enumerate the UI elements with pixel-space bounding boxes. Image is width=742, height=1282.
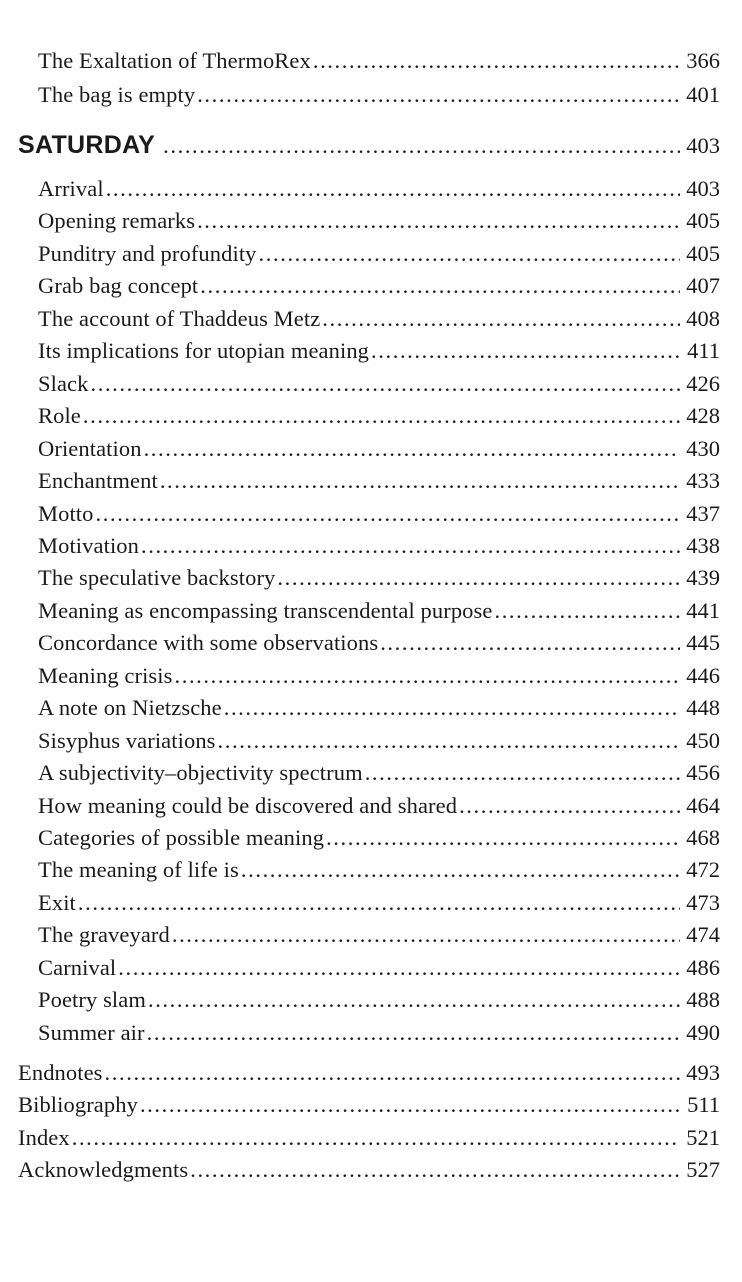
toc-entry xyxy=(38,663,720,695)
toc-entry-title: Meaning as encompassing transcendental purpose xyxy=(38,597,493,623)
toc-entry-title: Punditry and profundity xyxy=(38,240,257,266)
toc-entry-title: Opening remarks xyxy=(38,208,196,234)
toc-entry xyxy=(38,922,720,954)
toc-entry-page: 472 xyxy=(686,857,720,883)
toc-entry-title: A note on Nietzsche xyxy=(38,695,222,721)
toc-entry-title: The speculative backstory xyxy=(38,565,276,591)
toc-entry-page: 438 xyxy=(686,532,720,558)
dot-leader xyxy=(144,436,681,462)
toc-entry xyxy=(38,728,720,760)
toc-entry-page: 426 xyxy=(686,370,720,396)
dot-leader xyxy=(72,1125,681,1151)
toc-entry-title: A subjectivity–objectivity spectrum xyxy=(38,760,363,786)
toc-entry-page: 511 xyxy=(687,1092,720,1118)
section-page: 403 xyxy=(686,133,720,158)
toc-entry xyxy=(38,82,720,114)
toc-entry-title: Categories of possible meaning xyxy=(38,825,325,850)
dot-leader xyxy=(160,468,680,494)
toc-entry-page: 408 xyxy=(686,305,720,331)
toc-entry-page: 446 xyxy=(686,662,720,688)
toc-entry xyxy=(38,857,720,889)
toc-entry-page: 493 xyxy=(686,1060,720,1085)
dot-leader xyxy=(322,306,680,332)
dot-leader xyxy=(277,565,680,591)
toc-entry xyxy=(18,1060,720,1092)
toc-entry-page: 527 xyxy=(686,1156,720,1182)
toc-entry-page: 464 xyxy=(686,792,720,818)
toc-entry-title: Acknowledgments xyxy=(18,1156,189,1182)
toc-entry xyxy=(38,273,720,305)
toc-entry-title: Endnotes xyxy=(18,1060,103,1085)
dot-leader xyxy=(259,241,681,267)
toc-entry-page: 433 xyxy=(686,468,720,494)
toc-entry-page: 401 xyxy=(686,82,720,107)
toc-entry xyxy=(38,533,720,565)
toc-entry-page: 437 xyxy=(686,500,720,526)
toc-entry-page: 405 xyxy=(686,208,720,234)
toc-entry-page: 521 xyxy=(686,1124,720,1150)
dot-leader xyxy=(105,1060,681,1086)
dot-leader xyxy=(91,371,681,397)
dot-leader xyxy=(106,176,681,202)
toc-entry xyxy=(38,338,720,370)
toc-entry xyxy=(38,403,720,435)
toc-entry-title: The bag is empty xyxy=(38,82,196,107)
toc-entry xyxy=(38,825,720,857)
toc-entry xyxy=(38,501,720,533)
toc-entry-page: 439 xyxy=(686,565,720,591)
toc-entry-title: The account of Thaddeus Metz xyxy=(38,305,321,331)
dot-leader xyxy=(147,1020,681,1046)
toc-entry xyxy=(38,565,720,597)
dot-leader xyxy=(224,695,681,721)
dot-leader xyxy=(148,987,680,1013)
toc-entry-page: 488 xyxy=(686,987,720,1013)
dot-leader xyxy=(200,273,680,299)
dot-leader xyxy=(190,1157,680,1183)
toc-entry-page: 473 xyxy=(686,889,720,915)
dot-leader xyxy=(96,501,681,527)
toc-entry xyxy=(38,436,720,468)
toc-entry-title: How meaning could be discovered and shared xyxy=(38,792,458,818)
toc-entry-page: 486 xyxy=(686,954,720,980)
toc-entry-page: 441 xyxy=(686,597,720,623)
toc-entry xyxy=(38,48,720,80)
toc-entry-page: 450 xyxy=(686,727,720,753)
dot-leader xyxy=(459,793,680,819)
toc-entry-title: Slack xyxy=(38,370,89,396)
dot-leader xyxy=(140,1092,681,1118)
toc-entry xyxy=(38,890,720,922)
toc-entry-page: 366 xyxy=(686,48,720,73)
toc-entry xyxy=(38,176,720,208)
toc-entry-page: 403 xyxy=(686,176,720,201)
section-heading xyxy=(18,131,720,163)
dot-leader xyxy=(380,630,680,656)
toc-entry-page: 468 xyxy=(686,825,720,850)
toc-entry-title: Enchantment xyxy=(38,468,158,494)
section-title: SATURDAY xyxy=(18,131,156,159)
toc-entry xyxy=(38,306,720,338)
dot-leader xyxy=(175,663,681,689)
dot-leader xyxy=(365,760,681,786)
toc-entry xyxy=(38,630,720,662)
dot-leader xyxy=(83,403,680,429)
toc-entry xyxy=(38,371,720,403)
toc-entry-title: Poetry slam xyxy=(38,987,146,1013)
toc-entry-title: Summer air xyxy=(38,1019,145,1045)
toc-entry-page: 448 xyxy=(686,695,720,721)
toc-entry xyxy=(38,598,720,630)
toc-entry xyxy=(38,208,720,240)
toc-entry-page: 490 xyxy=(686,1019,720,1045)
toc-entry-title: Role xyxy=(38,403,81,429)
toc-entry-page: 411 xyxy=(687,338,720,364)
dot-leader xyxy=(326,825,680,851)
toc-entry-page: 430 xyxy=(686,435,720,461)
toc-entry-page: 405 xyxy=(686,240,720,266)
dot-leader xyxy=(163,133,680,159)
toc-entry xyxy=(18,1157,720,1189)
dot-leader xyxy=(241,857,680,883)
toc-entry-page: 407 xyxy=(686,273,720,299)
dot-leader xyxy=(197,82,680,108)
toc-entry-title: Meaning crisis xyxy=(38,662,173,688)
dot-leader xyxy=(141,533,680,559)
toc-entry xyxy=(38,987,720,1019)
toc-entry xyxy=(38,468,720,500)
toc-entry xyxy=(38,760,720,792)
toc-entry xyxy=(38,1020,720,1052)
toc-entry-title: Sisyphus variations xyxy=(38,727,216,753)
toc-entry-title: The Exaltation of ThermoRex xyxy=(38,48,311,73)
toc-entry-title: Motivation xyxy=(38,532,139,558)
toc-entry-title: Bibliography xyxy=(18,1092,138,1118)
toc-entry-title: The meaning of life is xyxy=(38,857,239,883)
toc-entry-page: 445 xyxy=(686,630,720,656)
dot-leader xyxy=(172,922,680,948)
toc-entry xyxy=(38,793,720,825)
toc-entry-title: Orientation xyxy=(38,435,142,461)
toc-entry xyxy=(18,1125,720,1157)
toc-entry-page: 428 xyxy=(686,403,720,429)
toc-entry-title: Carnival xyxy=(38,954,117,980)
toc-entry-title: Exit xyxy=(38,889,76,915)
dot-leader xyxy=(78,890,680,916)
toc-entry-title: Concordance with some observations xyxy=(38,630,379,656)
toc-entry-page: 474 xyxy=(686,922,720,948)
dot-leader xyxy=(197,208,680,234)
toc-entry xyxy=(38,955,720,987)
dot-leader xyxy=(218,728,681,754)
toc-entry-title: Index xyxy=(18,1124,70,1150)
toc-entry-title: The graveyard xyxy=(38,922,170,948)
toc-entry xyxy=(38,695,720,727)
dot-leader xyxy=(494,598,680,624)
toc-entry-title: Arrival xyxy=(38,176,104,201)
toc-entry xyxy=(38,241,720,273)
toc-entry-title: Its implications for utopian meaning xyxy=(38,338,370,364)
dot-leader xyxy=(313,48,680,74)
toc-entry-page: 456 xyxy=(686,760,720,786)
toc-entry-title: Motto xyxy=(38,500,94,526)
dot-leader xyxy=(118,955,680,981)
toc-entry xyxy=(18,1092,720,1124)
dot-leader xyxy=(371,338,681,364)
toc-entry-title: Grab bag concept xyxy=(38,273,199,299)
